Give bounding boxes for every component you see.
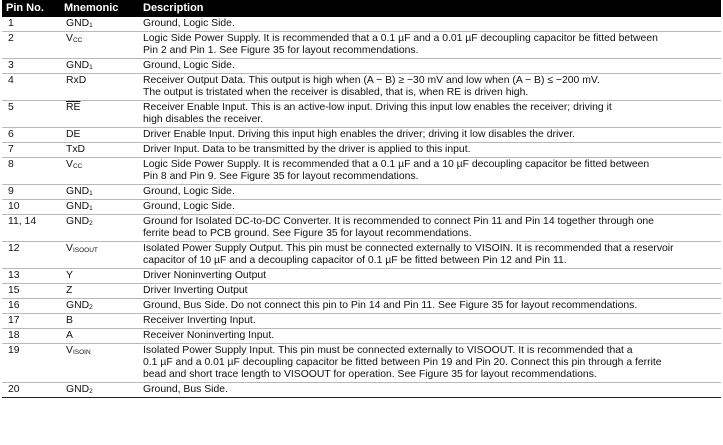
description — [139, 284, 721, 299]
description — [139, 185, 721, 200]
table-row — [2, 329, 721, 344]
description — [139, 383, 721, 398]
description-line: Ground, Bus Side. — [143, 384, 228, 395]
pin-number: 13 — [2, 269, 60, 284]
pin-number: 19 — [2, 344, 60, 383]
mnemonic-subscript: 2 — [89, 220, 93, 227]
mnemonic-base: $\overline{RE}$ — [66, 102, 81, 113]
description-line: Driver Input. Data to be transmitted by the driver is applied to this input. — [143, 144, 471, 155]
table-row — [2, 158, 721, 185]
pin-number: 11, 14 — [2, 215, 60, 242]
description — [139, 269, 721, 284]
mnemonic — [60, 383, 139, 398]
description-line: Receiver Output Data. This output is high when (A − B) ≥ −30 mV and low when (A − B) ≤ −200 mV. — [143, 75, 600, 86]
mnemonic-subscript: 2 — [89, 304, 93, 311]
header-pin-no: Pin No. — [2, 0, 60, 17]
pin-number: 2 — [2, 32, 60, 59]
mnemonic — [60, 200, 139, 215]
mnemonic — [60, 269, 139, 284]
description — [139, 242, 721, 269]
mnemonic — [60, 32, 139, 59]
table-row — [2, 143, 721, 158]
mnemonic — [60, 299, 139, 314]
pin-number: 20 — [2, 383, 60, 398]
description-line: Pin 8 and Pin 9. See Figure 35 for layout recommendations. — [143, 171, 419, 182]
description-line: Driver Enable Input. Driving this input high enables the driver; driving it low disables the driver. — [143, 129, 576, 140]
mnemonic — [60, 284, 139, 299]
mnemonic-subscript: ISOIN — [72, 349, 91, 356]
description-line: Ground, Bus Side. Do not connect this pin to Pin 14 and Pin 11. See Figure 35 for layout recommendations. — [143, 300, 638, 311]
table-row — [2, 74, 721, 101]
mnemonic-subscript: 1 — [89, 22, 93, 29]
description — [139, 128, 721, 143]
description-line: high disables the receiver. — [143, 114, 264, 125]
description-line: The output is tristated when the receiver is disabled, that is, when RE is driven high. — [143, 87, 529, 98]
description-line: Logic Side Power Supply. It is recommended that a 0.1 µF and a 10 µF decoupling capacitor be fitted between — [143, 159, 650, 170]
description-line: Isolated Power Supply Input. This pin must be connected externally to VISOOUT. It is recommended that a — [143, 345, 633, 356]
pin-number: 1 — [2, 17, 60, 32]
header-description: Description — [139, 0, 721, 17]
mnemonic-base: B — [66, 315, 73, 326]
table-row — [2, 215, 721, 242]
description — [139, 344, 721, 383]
table-row — [2, 59, 721, 74]
description-line: 0.1 µF and a 0.01 µF decoupling capacitor be fitted between Pin 19 and Pin 20. Connect this pin through a ferrite — [143, 357, 662, 368]
description-line: Driver Inverting Output — [143, 285, 248, 296]
table-row — [2, 383, 721, 398]
description — [139, 329, 721, 344]
description-line: Ground, Logic Side. — [143, 201, 235, 212]
mnemonic — [60, 59, 139, 74]
mnemonic-subscript: 1 — [89, 205, 93, 212]
mnemonic-base: GND — [66, 216, 90, 227]
pin-function-table — [2, 0, 721, 398]
pin-number: 6 — [2, 128, 60, 143]
description-line: ferrite bead to PCB ground. See Figure 35 for layout recommendations. — [143, 228, 472, 239]
mnemonic-base: GND — [66, 300, 90, 311]
description-line: Ground, Logic Side. — [143, 186, 235, 197]
description — [139, 59, 721, 74]
mnemonic-base: GND — [66, 201, 90, 212]
mnemonic-subscript: 1 — [89, 64, 93, 71]
description — [139, 299, 721, 314]
mnemonic — [60, 185, 139, 200]
table-row — [2, 17, 721, 32]
pin-number: 8 — [2, 158, 60, 185]
mnemonic-base: GND — [66, 18, 90, 29]
pin-number: 15 — [2, 284, 60, 299]
mnemonic-base: Z — [66, 285, 73, 296]
mnemonic — [60, 344, 139, 383]
mnemonic-base: TxD — [66, 144, 86, 155]
table-row — [2, 185, 721, 200]
pin-number: 4 — [2, 74, 60, 101]
description-line: Ground for Isolated DC-to-DC Converter. It is recommended to connect Pin 11 and Pin 14 together through one — [143, 216, 654, 227]
description — [139, 17, 721, 32]
mnemonic-subscript: CC — [72, 37, 83, 44]
table-row — [2, 284, 721, 299]
description — [139, 74, 721, 101]
mnemonic-base: Y — [66, 270, 73, 281]
description-line: Ground, Logic Side. — [143, 18, 235, 29]
pin-number: 9 — [2, 185, 60, 200]
description-line: Receiver Noninverting Input. — [143, 330, 275, 341]
description-line: capacitor of 10 µF and a decoupling capacitor of 0.1 µF be fitted between Pin 12 and Pin 11. — [143, 255, 567, 266]
mnemonic-subscript: 1 — [89, 190, 93, 197]
table-row — [2, 200, 721, 215]
description — [139, 200, 721, 215]
description — [139, 314, 721, 329]
pin-number: 17 — [2, 314, 60, 329]
pin-number: 3 — [2, 59, 60, 74]
description-line: Ground, Logic Side. — [143, 60, 235, 71]
header-mnemonic: Mnemonic — [60, 0, 139, 17]
description-line: Logic Side Power Supply. It is recommended that a 0.1 µF and a 0.01 µF decoupling capacitor be fitted between — [143, 33, 658, 44]
mnemonic-base: RxD — [66, 75, 87, 86]
mnemonic — [60, 329, 139, 344]
pin-number: 10 — [2, 200, 60, 215]
table-row — [2, 128, 721, 143]
description — [139, 143, 721, 158]
mnemonic-base: A — [66, 330, 73, 341]
pin-number: 12 — [2, 242, 60, 269]
description — [139, 101, 721, 128]
mnemonic — [60, 314, 139, 329]
mnemonic — [60, 158, 139, 185]
mnemonic-base: GND — [66, 60, 90, 71]
description — [139, 32, 721, 59]
pin-number: 18 — [2, 329, 60, 344]
pin-number: 7 — [2, 143, 60, 158]
mnemonic-base: GND — [66, 384, 90, 395]
table-row — [2, 344, 721, 383]
description-line: Pin 2 and Pin 1. See Figure 35 for layout recommendations. — [143, 45, 419, 56]
table-row — [2, 314, 721, 329]
mnemonic-base: GND — [66, 186, 90, 197]
description — [139, 158, 721, 185]
mnemonic-base: DE — [66, 129, 81, 140]
mnemonic-base: V — [66, 159, 73, 170]
table-body — [2, 17, 721, 398]
table-row — [2, 242, 721, 269]
table-row — [2, 32, 721, 59]
table-row — [2, 299, 721, 314]
table-row — [2, 101, 721, 128]
pin-number: 5 — [2, 101, 60, 128]
mnemonic — [60, 143, 139, 158]
description-line: Receiver Inverting Input. — [143, 315, 256, 326]
mnemonic — [60, 242, 139, 269]
mnemonic-base: V — [66, 345, 73, 356]
mnemonic — [60, 215, 139, 242]
description — [139, 215, 721, 242]
mnemonic-base: V — [66, 243, 73, 254]
mnemonic-subscript: 2 — [89, 388, 93, 395]
description-line: Driver Noninverting Output — [143, 270, 267, 281]
mnemonic — [60, 17, 139, 32]
mnemonic — [60, 101, 139, 128]
table-row — [2, 269, 721, 284]
description-line: Isolated Power Supply Output. This pin must be connected externally to VISOIN. It is recommended that a reservoir — [143, 243, 674, 254]
description-line: bead and short trace length to VISOOUT for operation. See Figure 35 for layout recommendations. — [143, 369, 597, 380]
mnemonic-base: V — [66, 33, 73, 44]
pin-number: 16 — [2, 299, 60, 314]
mnemonic — [60, 128, 139, 143]
description-line: Receiver Enable Input. This is an active-low input. Driving this input low enables the receiver; driving it — [143, 102, 612, 113]
mnemonic — [60, 74, 139, 101]
mnemonic-subscript: ISOOUT — [72, 247, 98, 254]
mnemonic-subscript: CC — [72, 163, 83, 170]
table-header-row — [2, 0, 721, 17]
